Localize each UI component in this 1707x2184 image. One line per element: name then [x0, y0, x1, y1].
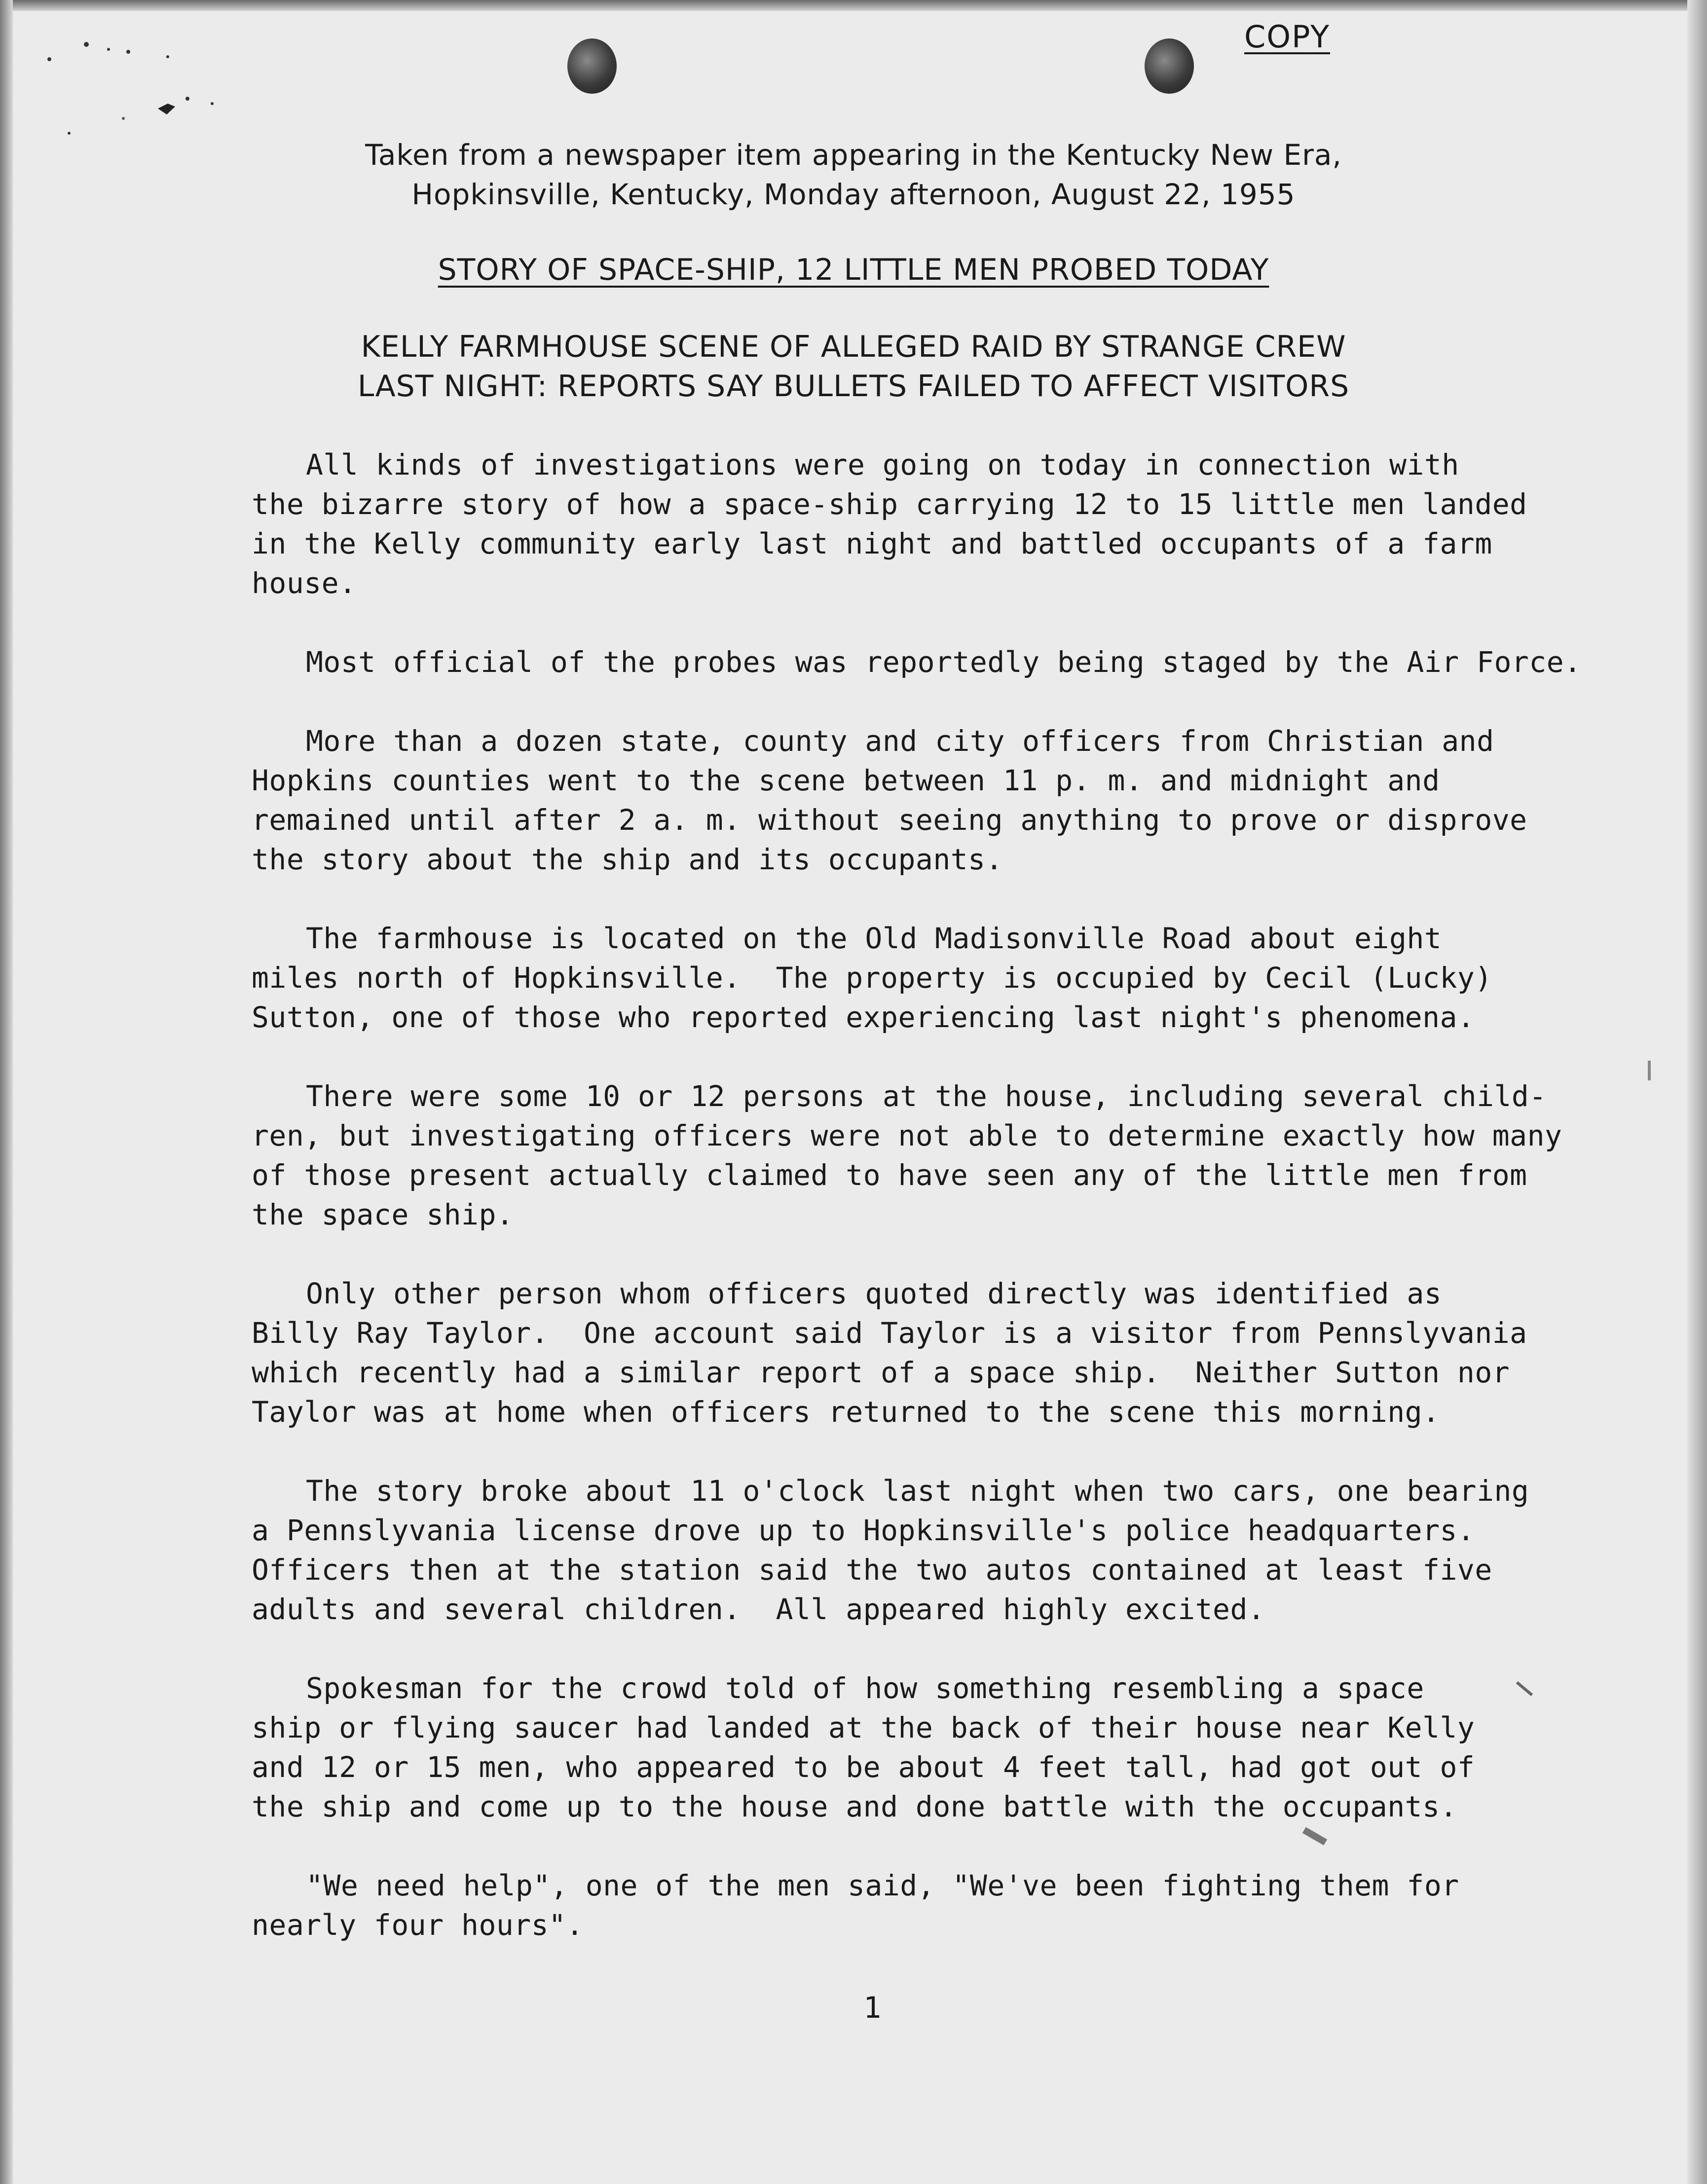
source-line-1: Taken from a newspaper item appearing in the Kentucky New Era, — [365, 138, 1342, 172]
headline — [0, 253, 1707, 287]
paragraph-1-line-4: house. — [252, 566, 357, 600]
paragraph-5-line-3: of those present actually claimed to have seen any of the little men from — [252, 1158, 1527, 1192]
paragraph-6-line-1: Only other person whom officers quoted directly was identified as — [306, 1277, 1442, 1310]
source-line-2: Hopkinsville, Kentucky, Monday afternoon, August 22, 1955 — [411, 178, 1296, 211]
paragraph-7-line-2: a Pennslyvania license drove up to Hopkinsville's police headquarters. — [252, 1514, 1475, 1547]
paragraph-8-line-3: and 12 or 15 men, who appeared to be about 4 feet tall, had got out of — [252, 1750, 1475, 1784]
paragraph-3-line-4: the story about the ship and its occupants. — [252, 843, 1003, 876]
paragraph-4-line-1: The farmhouse is located on the Old Madisonville Road about eight — [306, 922, 1442, 955]
paragraph-5-line-2: ren, but investigating officers were not able to determine exactly how many — [252, 1119, 1562, 1152]
scan-left-edge — [0, 0, 13, 2184]
paragraph-6-line-3: which recently had a similar report of a space ship. Neither Sutton nor — [252, 1356, 1510, 1389]
paragraph-8-line-1: Spokesman for the crowd told of how something resembling a space — [306, 1671, 1424, 1705]
scan-top-edge — [0, 0, 1707, 11]
subheadline-line-1: KELLY FARMHOUSE SCENE OF ALLEGED RAID BY STRANGE CREW — [361, 330, 1346, 364]
paragraph-7-line-3: Officers then at the station said the two autos contained at least five — [252, 1553, 1492, 1587]
paragraph-7-line-4: adults and several children. All appeared highly excited. — [252, 1592, 1265, 1626]
paragraph-4-line-2: miles north of Hopkinsville. The property is occupied by Cecil (Lucky) — [252, 961, 1492, 995]
paragraph-9-line-1: "We need help", one of the men said, "We've been fighting them for — [306, 1869, 1459, 1902]
paragraph-6-line-4: Taylor was at home when officers returned to the scene this morning. — [252, 1395, 1440, 1429]
paragraph-1-line-2: the bizarre story of how a space-ship carrying 12 to 15 little men landed — [252, 487, 1527, 521]
page-number: 1 — [863, 1991, 882, 2025]
stray-mark-3 — [1648, 1061, 1651, 1080]
paragraph-8-line-4: the ship and come up to the house and done battle with the occupants. — [252, 1790, 1457, 1823]
paragraph-3-line-1: More than a dozen state, county and city officers from Christian and — [306, 724, 1494, 758]
paragraph-2-line-1: Most official of the probes was reportedly being staged by the Air Force. — [306, 645, 1582, 679]
copy-stamp: COPY — [1244, 19, 1330, 55]
scan-right-edge — [1687, 0, 1707, 2184]
subheadline-line-2: LAST NIGHT: REPORTS SAY BULLETS FAILED TO AFFECT VISITORS — [357, 369, 1350, 404]
paragraph-5-line-4: the space ship. — [252, 1198, 514, 1231]
paragraph-3-line-2: Hopkins counties went to the scene between 11 p. m. and midnight and — [252, 764, 1440, 797]
punch-hole-right — [1145, 38, 1194, 94]
stray-mark-1 — [1516, 1681, 1533, 1696]
paragraph-3-line-3: remained until after 2 a. m. without seeing anything to prove or disprove — [252, 803, 1527, 837]
paragraph-1-line-3: in the Kelly community early last night and battled occupants of a farm — [252, 527, 1492, 560]
paragraph-5-line-1: There were some 10 or 12 persons at the house, including several child- — [306, 1079, 1547, 1113]
paragraph-7-line-1: The story broke about 11 o'clock last night when two cars, one bearing — [306, 1474, 1529, 1508]
paragraph-4-line-3: Sutton, one of those who reported experiencing last night's phenomena. — [252, 1000, 1475, 1034]
paragraph-9-line-2: nearly four hours". — [252, 1908, 584, 1942]
headline-text: STORY OF SPACE-SHIP, 12 LITTLE MEN PROBED TODAY — [438, 253, 1269, 287]
paragraph-6-line-2: Billy Ray Taylor. One account said Taylor is a visitor from Pennslyvania — [252, 1316, 1527, 1350]
punch-hole-left — [567, 38, 617, 94]
paragraph-1-line-1: All kinds of investigations were going on today in connection with — [306, 448, 1459, 481]
stray-mark-2 — [1302, 1827, 1327, 1845]
paragraph-8-line-2: ship or flying saucer had landed at the back of their house near Kelly — [252, 1711, 1475, 1744]
